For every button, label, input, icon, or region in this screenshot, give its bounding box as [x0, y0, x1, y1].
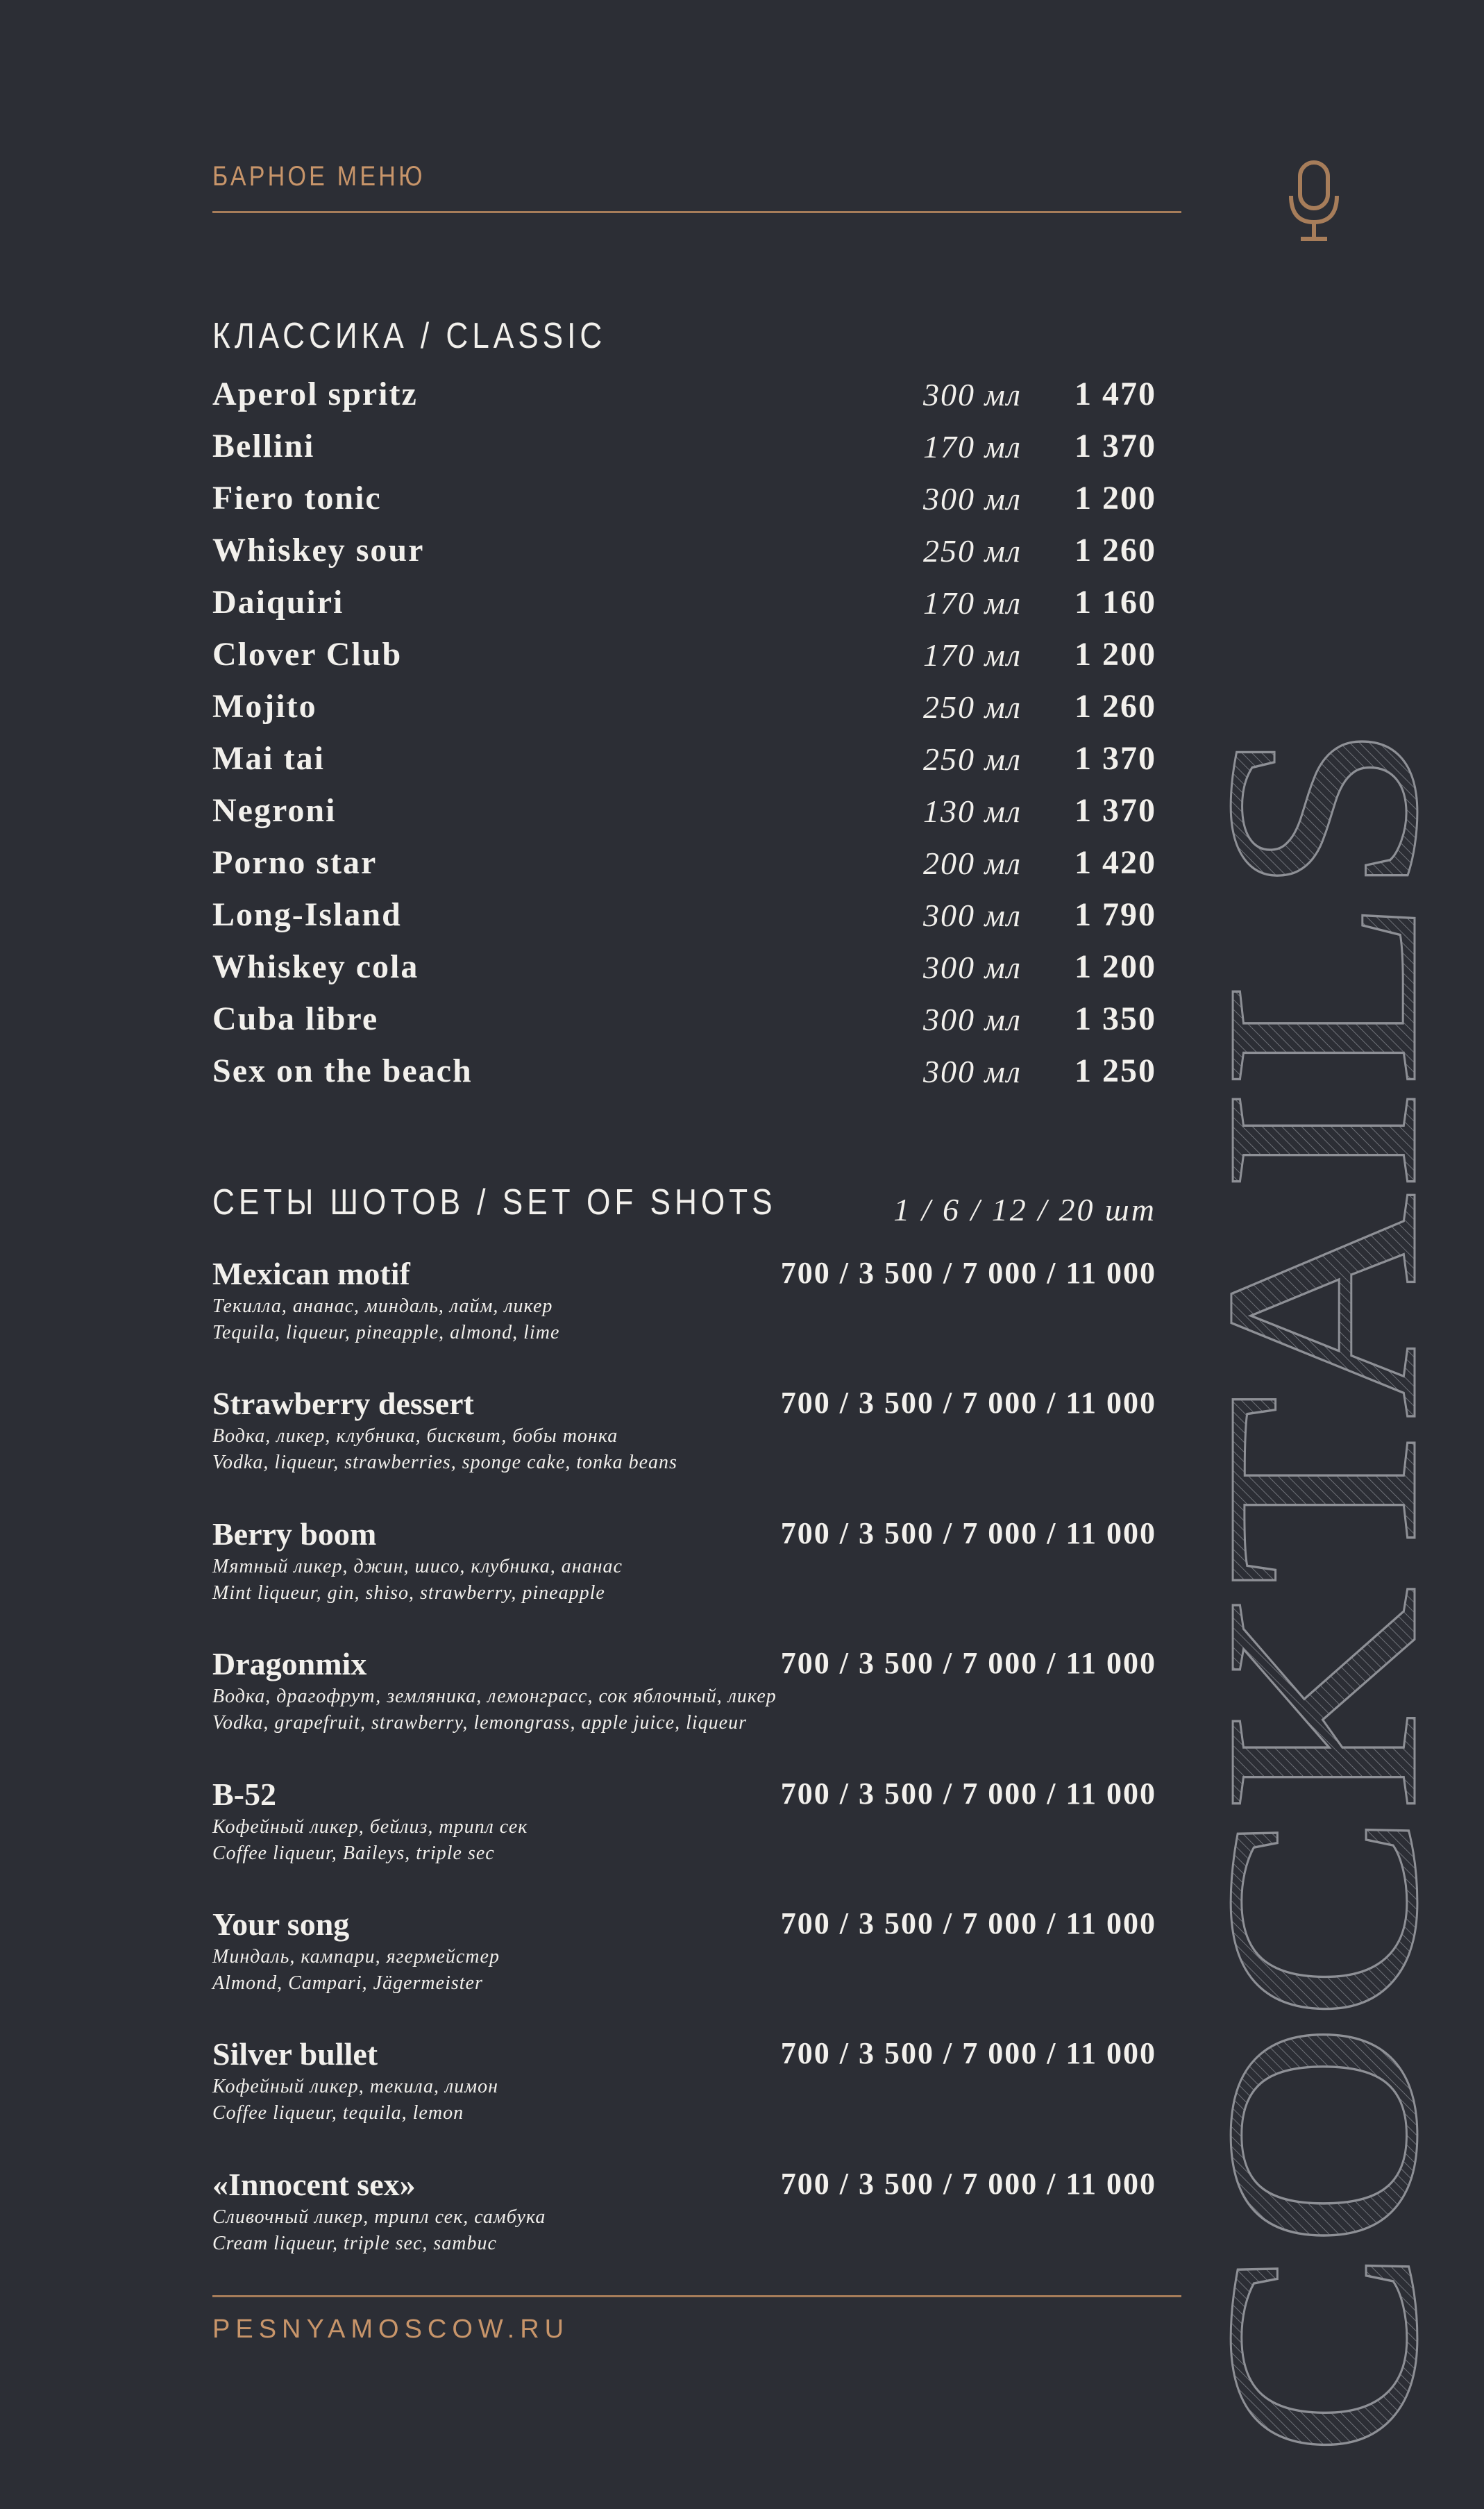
- item-price: 1 200: [1074, 480, 1156, 517]
- classic-item: [212, 687, 1156, 739]
- item-volume: 300 мл: [923, 950, 1022, 985]
- shot-item: [212, 2166, 1156, 2296]
- shot-price: 700 / 3 500 / 7 000 / 11 000: [780, 1776, 1156, 1811]
- shot-description-en: Coffee liqueur, Baileys, triple sec: [212, 1842, 495, 1864]
- classic-item: [212, 479, 1156, 531]
- item-name: Sex on the beach: [212, 1052, 473, 1089]
- item-price: 1 200: [1074, 948, 1156, 985]
- item-volume: 170 мл: [923, 429, 1022, 464]
- item-name: Clover Club: [212, 636, 403, 673]
- item-volume: 300 мл: [923, 481, 1022, 517]
- menu-heading: БАРНОЕ МЕНЮ: [212, 161, 425, 192]
- item-volume: 170 мл: [923, 585, 1022, 621]
- item-price: 1 200: [1074, 636, 1156, 673]
- item-name: Negroni: [212, 792, 337, 829]
- classic-item: [212, 375, 1156, 427]
- shot-description-en: Tequila, liqueur, pineapple, almond, lime: [212, 1322, 560, 1343]
- shot-price: 700 / 3 500 / 7 000 / 11 000: [780, 1516, 1156, 1550]
- item-price: 1 350: [1074, 1000, 1156, 1037]
- item-name: Long-Island: [212, 896, 402, 933]
- item-price: 1 260: [1074, 688, 1156, 725]
- shot-item: [212, 2036, 1156, 2165]
- shot-description-ru: Водка, ликер, клубника, бисквит, бобы тонка: [212, 1425, 618, 1448]
- shot-item: [212, 1255, 1156, 1385]
- item-volume: 170 мл: [923, 637, 1022, 673]
- item-volume: 250 мл: [923, 741, 1022, 777]
- item-name: Whiskey sour: [212, 532, 425, 569]
- item-name: Fiero tonic: [212, 480, 382, 517]
- classic-item: [212, 844, 1156, 896]
- shots-section-title: СЕТЫ ШОТОВ / SET OF SHOTS: [212, 1182, 777, 1223]
- item-price: 1 420: [1074, 844, 1156, 881]
- item-name: Aperol spritz: [212, 376, 418, 412]
- shot-name: Your song: [212, 1906, 350, 1942]
- shot-description-en: Vodka, grapefruit, strawberry, lemongrass, apple juice, liqueur: [212, 1712, 747, 1734]
- item-price: 1 370: [1074, 792, 1156, 829]
- item-name: Whiskey cola: [212, 948, 419, 985]
- shot-description-ru: Сливочный ликер, трипл сек, самбука: [212, 2206, 546, 2228]
- item-price: 1 160: [1074, 584, 1156, 621]
- classic-list: [212, 375, 1156, 1104]
- item-volume: 250 мл: [923, 533, 1022, 569]
- shots-list: [212, 1255, 1156, 2296]
- item-volume: 300 мл: [923, 1054, 1022, 1089]
- classic-item: [212, 739, 1156, 791]
- shots-quantity-header: 1 / 6 / 12 / 20 шт: [893, 1192, 1156, 1227]
- item-name: Daiquiri: [212, 584, 344, 621]
- item-price: 1 370: [1074, 740, 1156, 777]
- shot-description-ru: Водка, драгофрут, земляника, лемонграсс, сок яблочный, ликер: [212, 1686, 777, 1708]
- shot-description-ru: Кофейный ликер, бейлиз, трипл сек: [212, 1815, 528, 1838]
- item-name: Bellini: [212, 428, 315, 464]
- shot-description-en: Cream liqueur, triple sec, sambuc: [212, 2232, 497, 2254]
- shot-item: [212, 1906, 1156, 2036]
- shot-description-ru: Кофейный ликер, текила, лимон: [212, 2076, 498, 2098]
- shot-description-en: Almond, Campari, Jägermeister: [212, 1972, 483, 1994]
- shot-item: [212, 1776, 1156, 1906]
- item-volume: 200 мл: [923, 846, 1022, 881]
- classic-item: [212, 531, 1156, 583]
- item-price: 1 790: [1074, 896, 1156, 933]
- footer-divider: [212, 2295, 1181, 2297]
- item-volume: 300 мл: [923, 1002, 1022, 1037]
- item-volume: 300 мл: [923, 377, 1022, 412]
- item-price: 1 370: [1074, 428, 1156, 464]
- item-name: Mojito: [212, 688, 317, 725]
- item-volume: 300 мл: [923, 898, 1022, 933]
- shot-description-ru: Миндаль, кампари, ягермейстер: [212, 1945, 500, 1967]
- cocktails-vertical-title: [1167, 715, 1475, 2465]
- item-name: Porno star: [212, 844, 378, 881]
- shot-price: 700 / 3 500 / 7 000 / 11 000: [780, 2036, 1156, 2071]
- shot-name: Dragonmix: [212, 1646, 367, 1682]
- classic-item: [212, 791, 1156, 844]
- item-price: 1 250: [1074, 1052, 1156, 1089]
- cocktails-word: COCKTAILS: [1167, 921, 1475, 2458]
- item-volume: 130 мл: [923, 794, 1022, 829]
- item-name: Mai tai: [212, 740, 325, 777]
- shot-name: Silver bullet: [212, 2036, 378, 2072]
- microphone-icon: [1284, 160, 1344, 246]
- classic-section-title: КЛАССИКА / CLASSIC: [212, 316, 607, 356]
- header-divider: [212, 211, 1181, 213]
- classic-item: [212, 583, 1156, 635]
- item-name: Cuba libre: [212, 1000, 379, 1037]
- shot-item: [212, 1645, 1156, 1775]
- shot-price: 700 / 3 500 / 7 000 / 11 000: [780, 1906, 1156, 1940]
- shot-price: 700 / 3 500 / 7 000 / 11 000: [780, 1646, 1156, 1681]
- classic-item: [212, 1000, 1156, 1052]
- shot-description-en: Mint liqueur, gin, shiso, strawberry, pineapple: [212, 1581, 605, 1604]
- shot-name: Mexican motif: [212, 1256, 410, 1291]
- classic-item: [212, 1052, 1156, 1104]
- shot-name: «Innocent sex»: [212, 2166, 416, 2202]
- shot-name: B-52: [212, 1776, 276, 1812]
- item-volume: 250 мл: [923, 689, 1022, 725]
- shot-description-ru: Мятный ликер, джин, шисо, клубника, ананас: [212, 1555, 623, 1577]
- shot-item: [212, 1385, 1156, 1515]
- shot-description-ru: Текилла, ананас, миндаль, лайм, ликер: [212, 1295, 553, 1317]
- shot-description-en: Coffee liqueur, tequila, lemon: [212, 2102, 464, 2124]
- classic-item: [212, 948, 1156, 1000]
- item-price: 1 260: [1074, 532, 1156, 569]
- shot-item: [212, 1516, 1156, 1645]
- classic-item: [212, 427, 1156, 479]
- shot-price: 700 / 3 500 / 7 000 / 11 000: [780, 2166, 1156, 2201]
- classic-item: [212, 635, 1156, 687]
- shot-name: Berry boom: [212, 1516, 377, 1552]
- shot-description-en: Vodka, liqueur, strawberries, sponge cake, tonka beans: [212, 1452, 677, 1474]
- item-price: 1 470: [1074, 376, 1156, 412]
- shot-name: Strawberry dessert: [212, 1386, 474, 1422]
- shot-price: 700 / 3 500 / 7 000 / 11 000: [780, 1386, 1156, 1420]
- shot-price: 700 / 3 500 / 7 000 / 11 000: [780, 1256, 1156, 1290]
- classic-item: [212, 896, 1156, 948]
- website-url: PESNYAMOSCOW.RU: [212, 2315, 570, 2344]
